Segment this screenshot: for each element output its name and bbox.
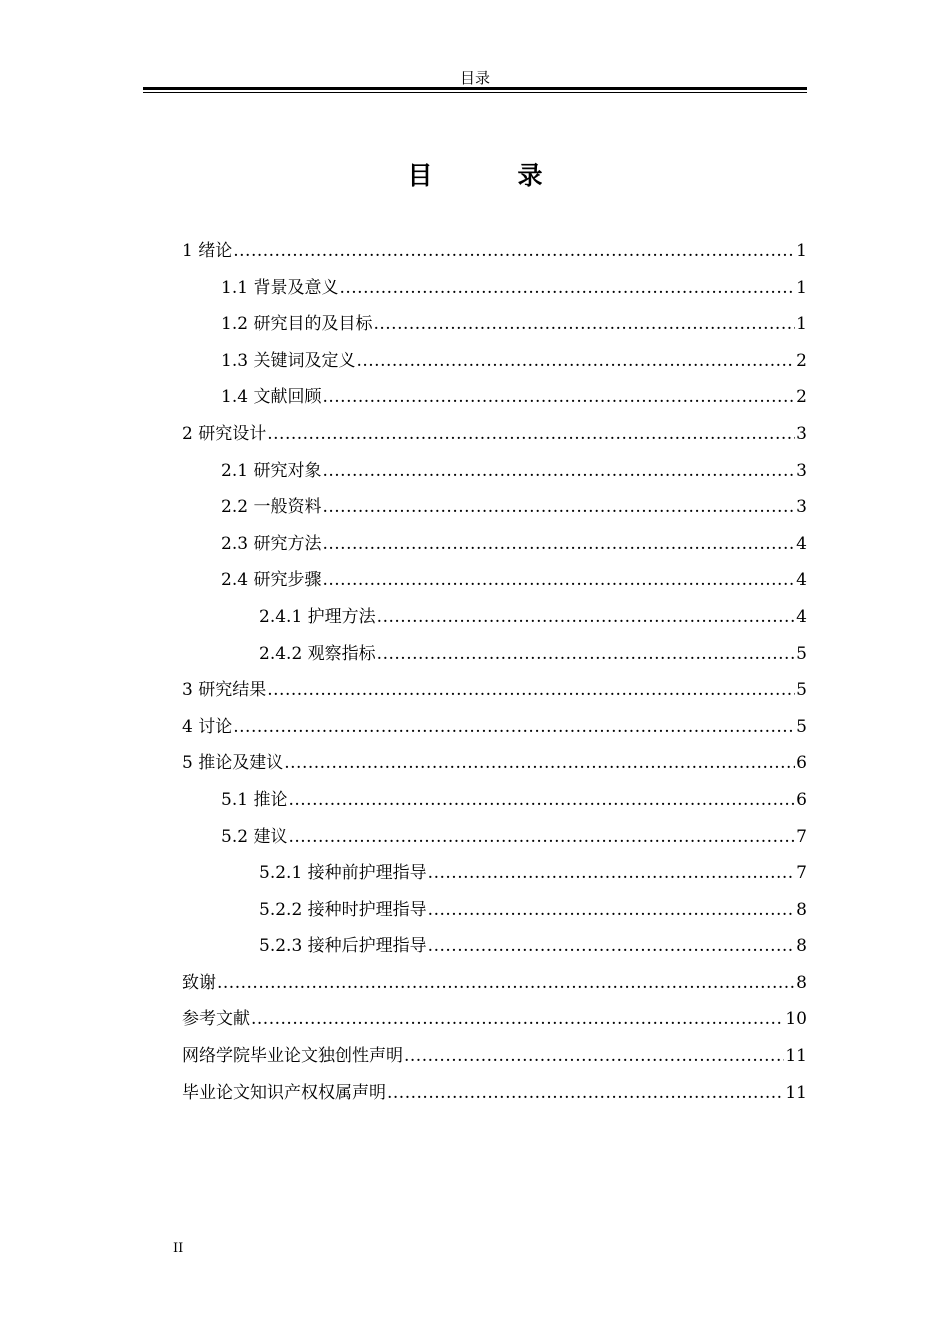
toc-entry[interactable] (182, 1041, 807, 1078)
dot-leader (288, 785, 795, 815)
toc-entry-page: 7 (796, 826, 807, 847)
dot-leader (373, 309, 795, 339)
dot-leader (322, 565, 795, 595)
toc-entry-page: 1 (796, 241, 807, 261)
toc-entry-page: 6 (796, 753, 807, 774)
dot-leader (322, 456, 795, 486)
toc-entry[interactable] (182, 968, 807, 1005)
dot-leader (267, 675, 795, 705)
toc-entry-page: 2 (796, 350, 807, 371)
toc-entry[interactable] (182, 382, 807, 419)
toc-entry[interactable] (182, 236, 807, 273)
dot-leader (267, 419, 795, 449)
dot-leader (217, 968, 795, 998)
dot-leader (288, 822, 795, 852)
toc-entry-page: 3 (796, 423, 807, 444)
dot-leader (251, 1004, 784, 1034)
toc-entry-label: 5.2 建议 (221, 826, 288, 847)
toc-title: 目 录 (407, 161, 573, 190)
toc-entry[interactable] (182, 492, 807, 529)
toc-entry-page: 6 (796, 789, 807, 810)
toc-entry-label: 致谢 (182, 972, 216, 993)
toc-entry-label: 网络学院毕业论文独创性声明 (182, 1046, 403, 1067)
toc-entry[interactable] (182, 273, 807, 310)
toc-entry-page: 5 (796, 716, 807, 737)
dot-leader (356, 346, 795, 376)
dot-leader (284, 748, 795, 778)
toc-entry-page: 3 (796, 497, 807, 518)
toc-entry[interactable] (182, 456, 807, 493)
header-rule-thin (143, 92, 807, 93)
toc-entry-label: 1.3 关键词及定义 (221, 350, 356, 371)
toc-entry-page: 5 (796, 643, 807, 664)
toc-entry-page: 4 (796, 533, 807, 554)
toc-entry-label: 2 研究设计 (182, 423, 267, 444)
toc-entry-label: 1.4 文献回顾 (221, 387, 322, 408)
toc-entry-page: 1 (796, 277, 807, 298)
toc-entry-label: 2.3 研究方法 (221, 533, 322, 554)
toc-entry[interactable] (182, 822, 807, 859)
toc-entry-label: 5 推论及建议 (182, 753, 284, 774)
table-of-contents (182, 236, 807, 1114)
footer-page-number: II (173, 1241, 184, 1256)
toc-entry-label: 1.1 背景及意义 (221, 277, 339, 298)
toc-entry-page: 4 (796, 570, 807, 591)
toc-entry[interactable] (182, 785, 807, 822)
toc-entry-label: 5.1 推论 (221, 789, 288, 810)
toc-entry-page: 10 (785, 1009, 807, 1030)
toc-entry-label: 1.2 研究目的及目标 (221, 314, 373, 335)
toc-entry-page: 7 (796, 863, 807, 884)
dot-leader (428, 895, 796, 925)
dot-leader (322, 492, 795, 522)
toc-entry[interactable] (182, 639, 807, 676)
header-rule (143, 87, 807, 90)
toc-entry-label: 1 绪论 (182, 241, 233, 261)
toc-entry-page: 3 (796, 460, 807, 481)
toc-entry-page: 11 (785, 1046, 807, 1067)
toc-entry-page: 4 (796, 606, 807, 627)
toc-entry-label: 2.1 研究对象 (221, 460, 322, 481)
toc-entry-label: 5.2.2 接种时护理指导 (259, 899, 427, 920)
toc-entry-label: 3 研究结果 (182, 680, 267, 701)
toc-entry[interactable] (182, 748, 807, 785)
toc-entry[interactable] (182, 1004, 807, 1041)
toc-entry-label: 2.4.1 护理方法 (259, 606, 376, 627)
toc-entry-label: 毕业论文知识产权权属声明 (182, 1082, 386, 1103)
toc-entry[interactable] (182, 346, 807, 383)
toc-entry-page: 1 (796, 314, 807, 335)
dot-leader (322, 382, 795, 412)
toc-entry[interactable] (182, 565, 807, 602)
toc-entry-page: 8 (796, 972, 807, 993)
toc-entry-label: 5.2.1 接种前护理指导 (259, 863, 427, 884)
dot-leader (428, 931, 796, 961)
dot-leader (377, 639, 796, 669)
toc-entry[interactable] (182, 931, 807, 968)
toc-entry-page: 8 (796, 899, 807, 920)
dot-leader (339, 273, 795, 303)
dot-leader (233, 712, 795, 742)
toc-entry[interactable] (182, 675, 807, 712)
toc-entry-label: 2.4 研究步骤 (221, 570, 322, 591)
toc-entry[interactable] (182, 1078, 807, 1115)
dot-leader (428, 858, 796, 888)
toc-entry-label: 2.4.2 观察指标 (259, 643, 376, 664)
toc-entry-page: 2 (796, 387, 807, 408)
dot-leader (233, 236, 795, 266)
toc-entry-label: 5.2.3 接种后护理指导 (259, 936, 427, 957)
dot-leader (377, 602, 796, 632)
toc-entry[interactable] (182, 712, 807, 749)
toc-entry-label: 2.2 一般资料 (221, 497, 322, 518)
toc-entry-page: 8 (796, 936, 807, 957)
dot-leader (387, 1078, 784, 1108)
toc-entry[interactable] (182, 895, 807, 932)
toc-entry[interactable] (182, 529, 807, 566)
toc-entry-label: 参考文献 (182, 1009, 250, 1030)
running-header: 目录 (459, 69, 490, 87)
dot-leader (404, 1041, 784, 1071)
toc-entry-page: 5 (796, 680, 807, 701)
toc-entry[interactable] (182, 309, 807, 346)
toc-entry-label: 4 讨论 (182, 716, 233, 737)
dot-leader (322, 529, 795, 559)
toc-entry[interactable] (182, 419, 807, 456)
toc-entry[interactable] (182, 602, 807, 639)
toc-entry-page: 11 (785, 1082, 807, 1103)
toc-entry[interactable] (182, 858, 807, 895)
